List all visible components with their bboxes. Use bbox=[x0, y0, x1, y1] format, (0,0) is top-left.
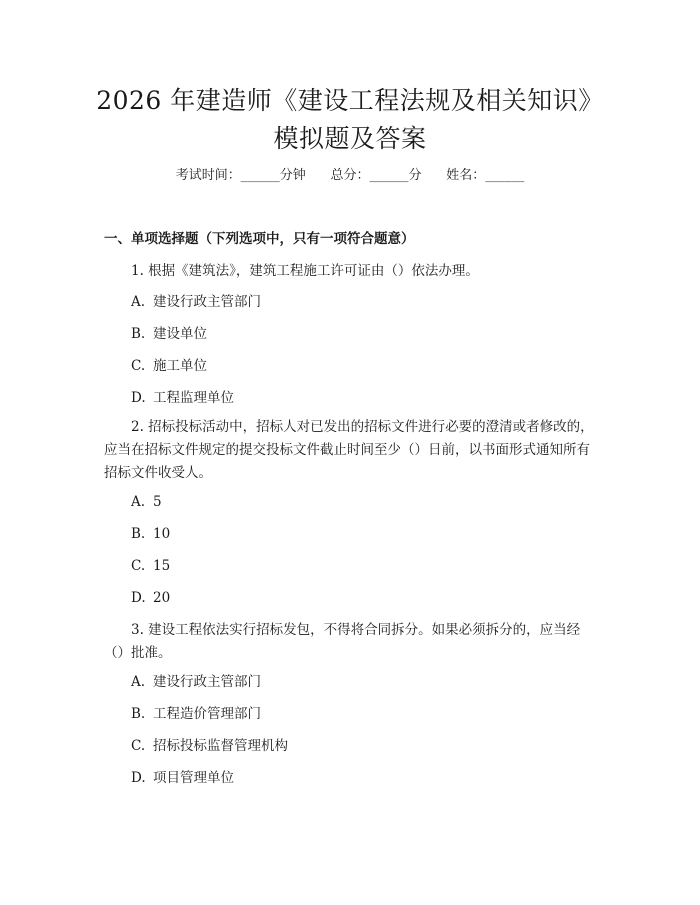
question-3-option-c bbox=[131, 736, 288, 756]
option-key: C. bbox=[131, 358, 146, 374]
option-key: D. bbox=[131, 590, 146, 606]
document-title-line1: 2026 年建造师《建设工程法规及相关知识》 bbox=[96, 86, 604, 115]
option-key: A. bbox=[131, 674, 146, 690]
question-3-option-d bbox=[131, 768, 234, 788]
option-key: B. bbox=[131, 706, 146, 722]
document-title-line2: 模拟题及答案 bbox=[273, 124, 427, 153]
question-2-option-a bbox=[131, 492, 162, 512]
question-1-stem: 1. 根据《建筑法》，建筑工程施工许可证由（）依法办理。 bbox=[131, 263, 479, 279]
question-3-option-a bbox=[131, 672, 261, 692]
option-text: 施工单位 bbox=[153, 358, 207, 374]
option-text: 工程造价管理部门 bbox=[153, 706, 261, 722]
option-text: 20 bbox=[153, 590, 171, 606]
exam-info: 考试时间：______分钟 总分：______分 姓名：______ bbox=[175, 168, 525, 183]
option-text: 建设行政主管部门 bbox=[153, 674, 261, 690]
question-2-option-d bbox=[131, 588, 170, 608]
question-3-stem: 3. 建设工程依法实行招标发包，不得将合同拆分。如果必须拆分的，应当经（）批准。 bbox=[104, 622, 581, 661]
option-key: B. bbox=[131, 526, 146, 542]
question-1-option-a bbox=[131, 292, 261, 312]
question-1-option-c bbox=[131, 356, 207, 376]
question-1-option-b bbox=[131, 324, 207, 344]
option-text: 5 bbox=[153, 494, 162, 510]
option-key: D. bbox=[131, 390, 146, 406]
option-key: A. bbox=[131, 294, 146, 310]
option-text: 15 bbox=[153, 558, 171, 574]
question-2-option-b bbox=[131, 524, 170, 544]
question-3-option-b bbox=[131, 704, 261, 724]
option-key: B. bbox=[131, 326, 146, 342]
option-key: D. bbox=[131, 770, 146, 786]
option-text: 10 bbox=[153, 526, 171, 542]
option-text: 建设单位 bbox=[153, 326, 207, 342]
option-key: A. bbox=[131, 494, 146, 510]
question-1-option-d bbox=[131, 388, 234, 408]
option-text: 建设行政主管部门 bbox=[153, 294, 261, 310]
option-key: C. bbox=[131, 738, 146, 754]
option-text: 项目管理单位 bbox=[153, 770, 234, 786]
option-text: 工程监理单位 bbox=[153, 390, 234, 406]
option-key: C. bbox=[131, 558, 146, 574]
section-heading: 一、单项选择题（下列选项中，只有一项符合题意） bbox=[104, 231, 415, 247]
question-2-stem: 2. 招标投标活动中，招标人对已发出的招标文件进行必要的澄清或者修改的，应当在招标文件规定的提交投标文件截止时间至少（）日前，以书面形式通知所有招标文件收受人。 bbox=[104, 419, 594, 481]
option-text: 招标投标监督管理机构 bbox=[153, 738, 288, 754]
question-2-option-c bbox=[131, 556, 170, 576]
